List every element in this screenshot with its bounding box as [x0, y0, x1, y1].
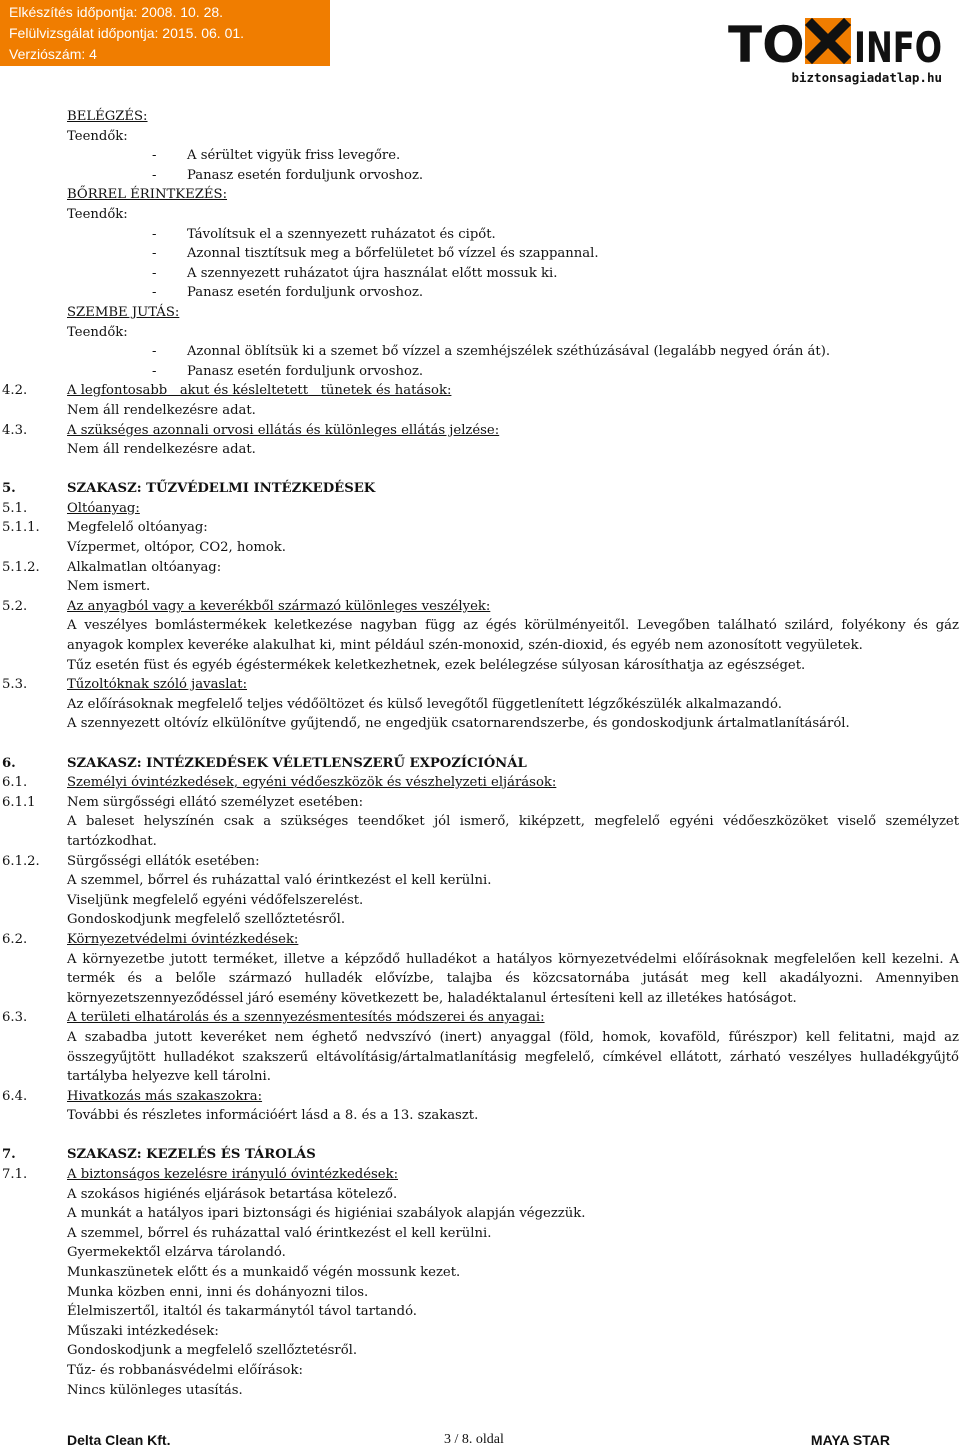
list-item: - Panasz esetén forduljunk orvoshoz. [152, 167, 424, 183]
todo-label: Teendők: [67, 206, 128, 222]
website-label: biztonsagiadatlap.hu [791, 70, 942, 85]
subsection-value: További és részletes információért lásd a 8. és a 13. szakaszt. [67, 1108, 479, 1124]
list-item: - Azonnal tisztítsuk meg a bőrfelületet bő vízzel és szappannal. [152, 246, 599, 262]
page-footer [0, 1432, 960, 1448]
paragraph: A veszélyes bomlástermékek keletkezése nagyban függ az égés körülményeitől. Levegőben található szilárd, folyékony és gáz anyagok komplex keveréke alakulhat ki, mint például szén-monoxid, szén-dioxid, és egyéb nem azonosított vegyületek. Tűz esetén füst és egyéb égéstermékek keletkezhetnek, ezek belélegzése súlyosan károsíthatja az egészséget. [67, 618, 959, 673]
logo-text-right: INFO [854, 23, 942, 72]
paragraph: A környezetbe jutott terméket, illetve a képződő hulladékot a hatályos környezetvédelmi előírásoknak megfelelően kell kezelni. A termék és a belőle származó hulladék elővízbe, talajba és közcsatornába jutását meg kell akadályozni. Amennyiben környezetszennyeződéssel járó esemény következett be, haladéktalanul értesíteni kell az illetékes hatóságot. [67, 951, 959, 1006]
text-line: A szemmel, bőrrel és ruházattal való érintkezést el kell kerülni. [67, 1225, 492, 1241]
text-line: Nincs különleges utasítás. [67, 1382, 243, 1398]
product-name: MAYA STAR [810, 1432, 890, 1448]
section-number: 6.3. [2, 1010, 28, 1026]
subsection-title: Tűzoltóknak szóló javaslat: [67, 677, 248, 693]
text-line: Munkaszünetek előtt és a munkaidő végén mossunk kezet. [67, 1265, 461, 1281]
company-name: Delta Clean Kft. [67, 1432, 171, 1448]
section-number: 6.2. [2, 931, 28, 947]
subsection-title: Nem sürgősségi ellátó személyzet esetében: [67, 794, 364, 810]
inhalation-heading: BELÉGZÉS: [67, 109, 148, 124]
subsection-title: Környezetvédelmi óvintézkedések: [67, 931, 299, 947]
section-number: 6. [2, 755, 16, 771]
subsection-title: A legfontosabb akut és késleltetett tünetek és hatások: [67, 383, 452, 399]
text-line: Gondoskodjunk a megfelelő szellőztetésről. [67, 1343, 358, 1359]
subsection-title: A szükséges azonnali orvosi ellátás és különleges ellátás jelzése: [67, 422, 500, 438]
text-line: Gondoskodjunk megfelelő szellőztetésről. [67, 912, 346, 928]
page-number: 3 / 8. oldal [444, 1432, 504, 1447]
section-title: SZAKASZ: INTÉZKEDÉSEK VÉLETLENSZERŰ EXPOZÍCIÓNÁL [67, 755, 527, 771]
list-item: - Azonnal öblítsük ki a szemet bő vízzel a szemhéjszélek széthúzásával (legalább negyed órán át). [152, 344, 831, 360]
list-item: - Panasz esetén forduljunk orvoshoz. [152, 285, 424, 301]
section-number: 7. [2, 1147, 16, 1163]
todo-label: Teendők: [67, 128, 128, 144]
text-line: Munka közben enni, inni és dohányozni tilos. [67, 1284, 369, 1300]
section-title: SZAKASZ: KEZELÉS ÉS TÁROLÁS [67, 1147, 316, 1163]
toxinfo-logo [726, 12, 942, 74]
version-number: Verziószám: 4 [9, 46, 97, 62]
subsection-title: Oltóanyag: [67, 500, 140, 516]
eye-contact-heading: SZEMBE JUTÁS: [67, 304, 180, 320]
created-date: Elkészítés időpontja: 2008. 10. 28. [9, 4, 224, 20]
text-line: A szemmel, bőrrel és ruházattal való érintkezést el kell kerülni. [67, 873, 492, 889]
page-header [0, 0, 960, 92]
subsection-title: Megfelelő oltóanyag: [67, 520, 208, 536]
section-number: 5.1. [2, 500, 28, 516]
section-number: 6.1.2. [2, 853, 40, 869]
paragraph: Az előírásoknak megfelelő teljes védőöltözet és külső levegőtől függetlenített légzőkészülék alkalmazandó. A szennyezett oltóvíz elkülönítve gyűjtendő, ne engedjük csatornarendszerbe, és gondoskodjunk ártalmatlanításáról. [67, 696, 850, 732]
subsection-title: Az anyagból vagy a keverékből származó különleges veszélyek: [67, 598, 491, 614]
subsection-value: Nem áll rendelkezésre adat. [67, 402, 256, 418]
section-number: 7.1. [2, 1167, 28, 1183]
list-item: - A sérültet vigyük friss levegőre. [152, 148, 401, 164]
text-line: Műszaki intézkedések: [67, 1323, 219, 1339]
section-number: 5.3. [2, 677, 28, 693]
text-line: Gyermekektől elzárva tárolandó. [67, 1245, 286, 1261]
section-number: 4.3. [2, 422, 28, 438]
todo-label: Teendők: [67, 324, 128, 340]
text-line: Tűz- és robbanásvédelmi előírások: [67, 1363, 303, 1378]
section-number: 6.1. [2, 775, 28, 791]
text-line: Élelmiszertől, italtól és takarmánytól távol tartandó. [67, 1304, 417, 1320]
subsection-value: Vízpermet, oltópor, CO2, homok. [67, 540, 286, 556]
header-info-box [0, 0, 330, 66]
subsection-value: Nem ismert. [67, 579, 151, 595]
subsection-value: Nem áll rendelkezésre adat. [67, 442, 256, 458]
paragraph: A baleset helyszínén csak a szükséges teendőket jól ismerő, kiképzett, megfelelő egyéni védőeszközöket viselő személyzet tartózkodhat. [67, 814, 959, 849]
subsection-title: Hivatkozás más szakaszokra: [67, 1088, 263, 1104]
section-number: 6.4. [2, 1088, 28, 1104]
section-number: 6.1.1 [2, 794, 36, 810]
section-number: 5. [2, 481, 16, 497]
subsection-title: Személyi óvintézkedések, egyéni védőeszközök és vészhelyzeti eljárások: [67, 775, 557, 791]
review-date: Felülvizsgálat időpontja: 2015. 06. 01. [9, 25, 245, 41]
section-number: 4.2. [2, 383, 28, 399]
subsection-title: A biztonságos kezelésre irányuló óvintézkedések: [67, 1167, 399, 1183]
subsection-title: A területi elhatárolás és a szennyezésmentesítés módszerei és anyagai: [67, 1010, 545, 1026]
document-body [0, 107, 960, 1400]
subsection-title: Sürgősségi ellátók esetében: [67, 853, 260, 869]
paragraph: A szabadba jutott keveréket nem éghető nedvszívó (inert) anyaggal (föld, homok, kovaföld, fűrészpor) kell felitatni, majd az összegyűjtött hulladékot szakszerű eltávolításig/ártalmatlanításig megfelelő, címkével ellátott, zárható veszélyes hulladékgyűjtő tartályba helyezve kell tárolni. [67, 1029, 959, 1085]
subsection-title: Alkalmatlan oltóanyag: [67, 559, 222, 575]
section-number: 5.1.2. [2, 559, 40, 575]
text-line: A szokásos higiénés eljárások betartása kötelező. [67, 1186, 398, 1202]
section-number: 5.2. [2, 598, 28, 614]
list-item: - A szennyezett ruházatot újra használat előtt mossuk ki. [152, 265, 558, 281]
section-title: SZAKASZ: TŰZVÉDELMI INTÉZKEDÉSEK [67, 481, 376, 497]
skin-contact-heading: BŐRREL ÉRINTKEZÉS: [67, 187, 228, 203]
list-item: - Távolítsuk el a szennyezett ruházatot és cipőt. [152, 226, 496, 242]
list-item: - Panasz esetén forduljunk orvoshoz. [152, 363, 424, 379]
text-line: Viseljünk megfelelő egyéni védőfelszerelést. [67, 892, 364, 908]
text-line: A munkát a hatályos ipari biztonsági és higiéniai szabályok alapján végezzük. [67, 1206, 586, 1222]
logo-text-left: TO [728, 16, 805, 74]
section-number: 5.1.1. [2, 520, 40, 536]
